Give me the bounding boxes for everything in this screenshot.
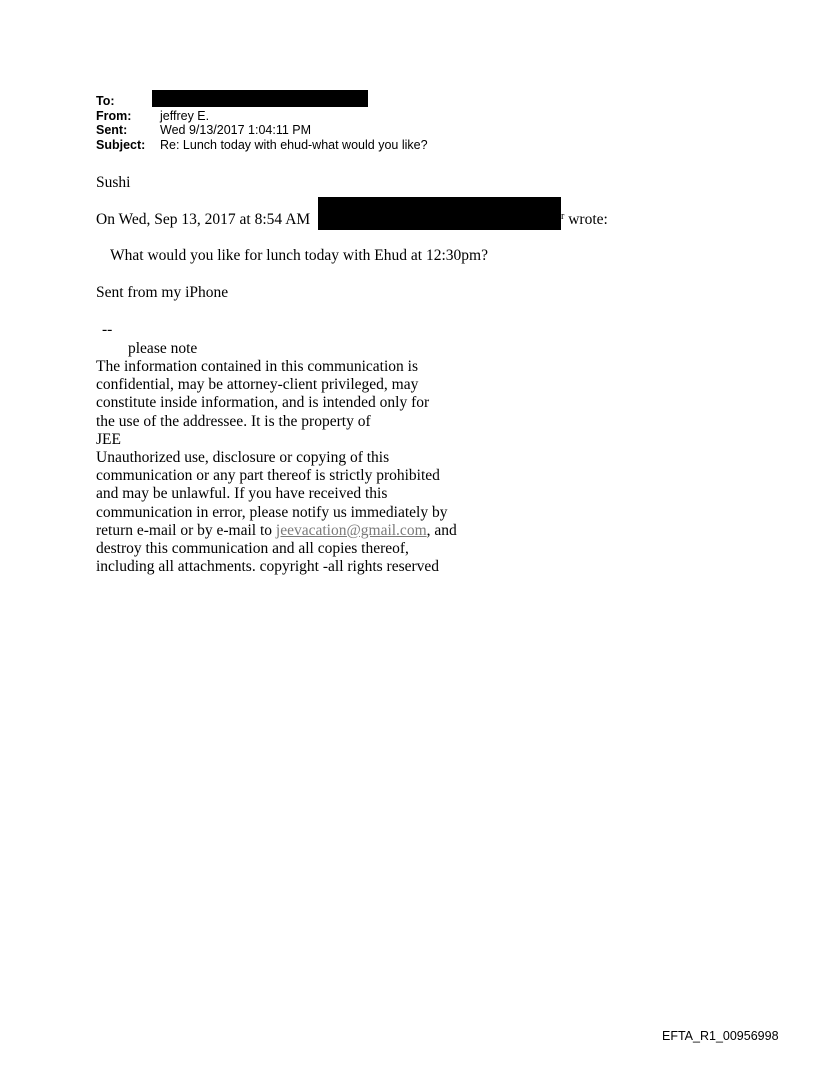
please-note: please note [128, 340, 198, 357]
disclaimer-link-line [96, 522, 457, 540]
sent-label: Sent: [96, 123, 128, 137]
disclaimer-line: the use of the addressee. It is the property of [96, 412, 371, 430]
email-header [96, 94, 428, 152]
subject-row [96, 138, 428, 153]
sender-redaction [318, 197, 561, 230]
quoted-message: What would you like for lunch today with Ehud at 12:30pm? [110, 247, 488, 264]
subject-value: Re: Lunch today with ehud-what would you like? [160, 137, 428, 152]
from-label: From: [96, 108, 132, 123]
disclaimer-line: JEE [96, 430, 121, 448]
subject-label: Subject: [96, 137, 146, 152]
to-row [96, 94, 428, 109]
document-id: EFTA_R1_00956998 [662, 1029, 779, 1043]
disclaimer-line: destroy this communication and all copies thereof, [96, 540, 409, 558]
separator: -- [102, 321, 113, 338]
signature-text: Sent from my iPhone [96, 284, 229, 301]
disclaimer-line: constitute inside information, and is intended only for [96, 394, 430, 412]
disclaimer-link-prefix: return e-mail or by e-mail to [96, 521, 276, 539]
disclaimer-line: communication or any part thereof is strictly prohibited [96, 467, 440, 485]
disclaimer-line: communication in error, please notify us immediately by [96, 503, 448, 521]
disclaimer [96, 358, 457, 576]
disclaimer-line: confidential, may be attorney-client privileged, may [96, 376, 419, 394]
quote-intro-suffix-text: wrote: [568, 211, 608, 228]
disclaimer-line: including all attachments. copyright -all rights reserved [96, 558, 440, 576]
disclaimer-link-suffix: , and [426, 521, 457, 539]
email-link[interactable]: jeevacation@gmail.com [275, 521, 427, 539]
disclaimer-line: Unauthorized use, disclosure or copying of this [96, 449, 390, 467]
disclaimer-line: and may be unlawful. If you have received this [96, 485, 388, 503]
disclaimer-line: The information contained in this communication is [96, 358, 418, 375]
quote-intro-suffix: $^r$ wrote: [561, 211, 608, 228]
sent-value: Wed 9/13/2017 1:04:11 PM [160, 123, 312, 137]
quote-intro-prefix: On Wed, Sep 13, 2017 at 8:54 AM [96, 211, 311, 228]
from-row [96, 109, 428, 124]
from-value: jeffrey E. [160, 108, 210, 123]
sent-row [96, 123, 428, 138]
reply-text: Sushi [96, 174, 131, 191]
to-redaction [152, 90, 368, 107]
to-label: To: [96, 94, 115, 108]
